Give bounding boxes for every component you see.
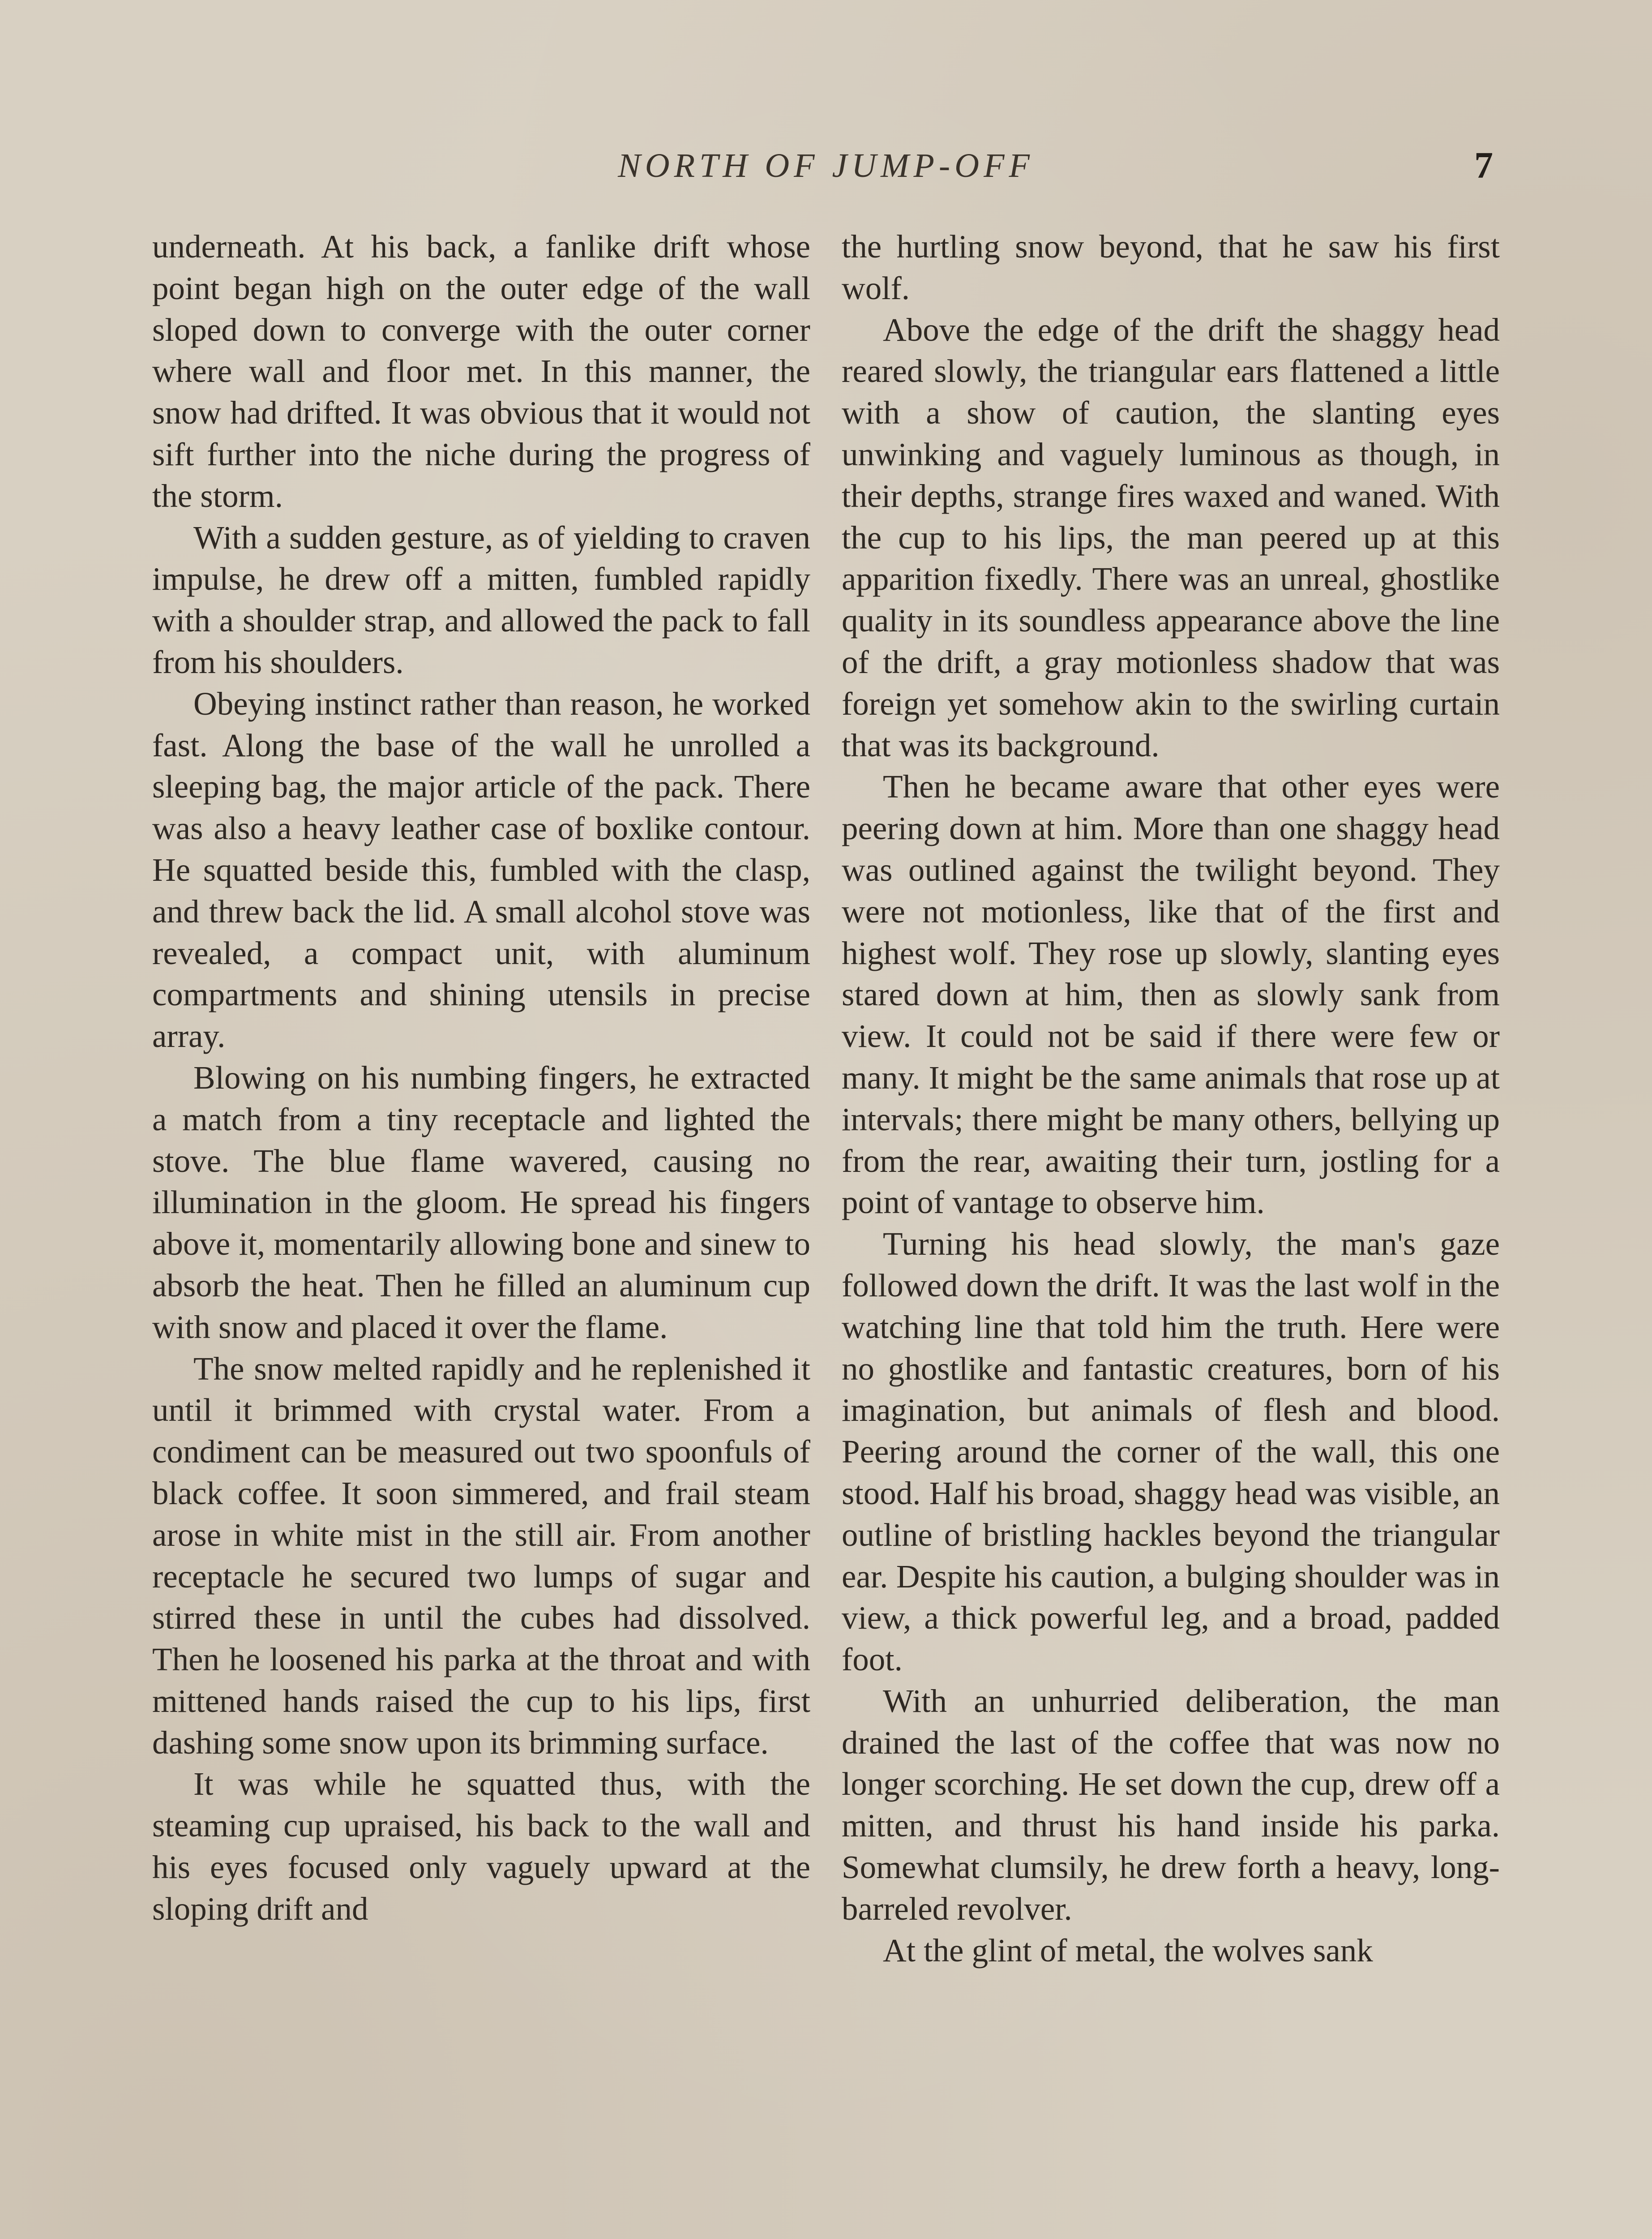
paragraph: the hurtling snow beyond, that he saw his first wolf. (842, 228, 1500, 306)
paragraph: Blowing on his numbing fingers, he extracted a match from a tiny receptacle and lighted the stove. The blue flame wavered, causing no illumination in the gloom. He spread his fingers above it, momentarily allowing bone and sinew to absorb the heat. Then he filled an aluminum cup with snow and placed it over the flame. (152, 1059, 810, 1345)
paragraph: With an unhurried deliberation, the man drained the last of the coffee that was now no longer scorching. He set down the cup, drew off a mitten, and thrust his hand inside his parka. Somewhat clumsily, he drew forth a heavy, long-barreled revolver. (842, 1682, 1500, 1927)
paragraph: It was while he squatted thus, with the steaming cup upraised, his back to the wall and his eyes focused only vaguely upward at the sloping drift and (152, 1766, 810, 1927)
paragraph: Above the edge of the drift the shaggy head reared slowly, the triangular ears flattened a little with a show of caution, the slanting eyes unwinking and vaguely luminous as though, in their depths, strange fires waxed and waned. With the cup to his lips, the man peered up at this apparition fixedly. There was an unreal, ghostlike quality in its soundless appearance above the line of the drift, a gray motionless shadow that was foreign yet somehow akin to the swirling curtain that was its background. (842, 311, 1500, 763)
paragraph: underneath. At his back, a fanlike drift whose point began high on the outer edge of the wall sloped down to converge with the outer corner where wall and floor met. In this manner, the snow had drifted. It was obvious that it would not sift further into the niche during the progress of the storm. (152, 228, 810, 514)
page-header (0, 134, 1652, 197)
paragraph: The snow melted rapidly and he replenished it until it brimmed with crystal water. From a condiment can be measured out two spoonfuls of black coffee. It soon simmered, and frail steam arose in white mist in the still air. From another receptacle he secured two lumps of sugar and stirred these in until the cubes had dissolved. Then he loosened his parka at the throat and with mittened hands raised the cup to his lips, first dashing some snow upon its brimming surface. (152, 1350, 810, 1761)
paragraph: Then he became aware that other eyes were peering down at him. More than one shaggy head was outlined against the twilight beyond. They were not motionless, like that of the first and highest wolf. They rose up slowly, slanting eyes stared down at him, then as slowly sank from view. It could not be said if there were few or many. It might be the same animals that rose up at intervals; there might be many others, bellying up from the rear, awaiting their turn, jostling for a point of vantage to observe him. (842, 768, 1500, 1221)
right-column (842, 226, 1500, 1971)
paragraph: With a sudden gesture, as of yielding to craven impulse, he drew off a mitten, fumbled rapidly with a shoulder strap, and allowed the pack to fall from his shoulders. (152, 519, 810, 680)
paragraph: Turning his head slowly, the man's gaze followed down the drift. It was the last wolf in the watching line that told him the truth. Here were no ghostlike and fantastic creatures, born of his imagination, but animals of flesh and blood. Peering around the corner of the wall, this one stood. Half his broad, shaggy head was visible, an outline of bristling hackles beyond the triangular ear. Despite his caution, a bulging shoulder was in view, a thick powerful leg, and a broad, padded foot. (842, 1226, 1500, 1678)
paragraph: Obeying instinct rather than reason, he worked fast. Along the base of the wall he unrolled a sleeping bag, the major article of the pack. There was also a heavy leather case of boxlike contour. He squatted beside this, fumbled with the clasp, and threw back the lid. A small alcohol stove was revealed, a compact unit, with aluminum compartments and shining utensils in precise array. (152, 685, 810, 1055)
page-number: 7 (1474, 145, 1493, 186)
left-column (152, 226, 810, 1930)
running-head: NORTH OF JUMP-OFF (618, 147, 1034, 184)
paragraph: At the glint of metal, the wolves sank (883, 1932, 1373, 1969)
